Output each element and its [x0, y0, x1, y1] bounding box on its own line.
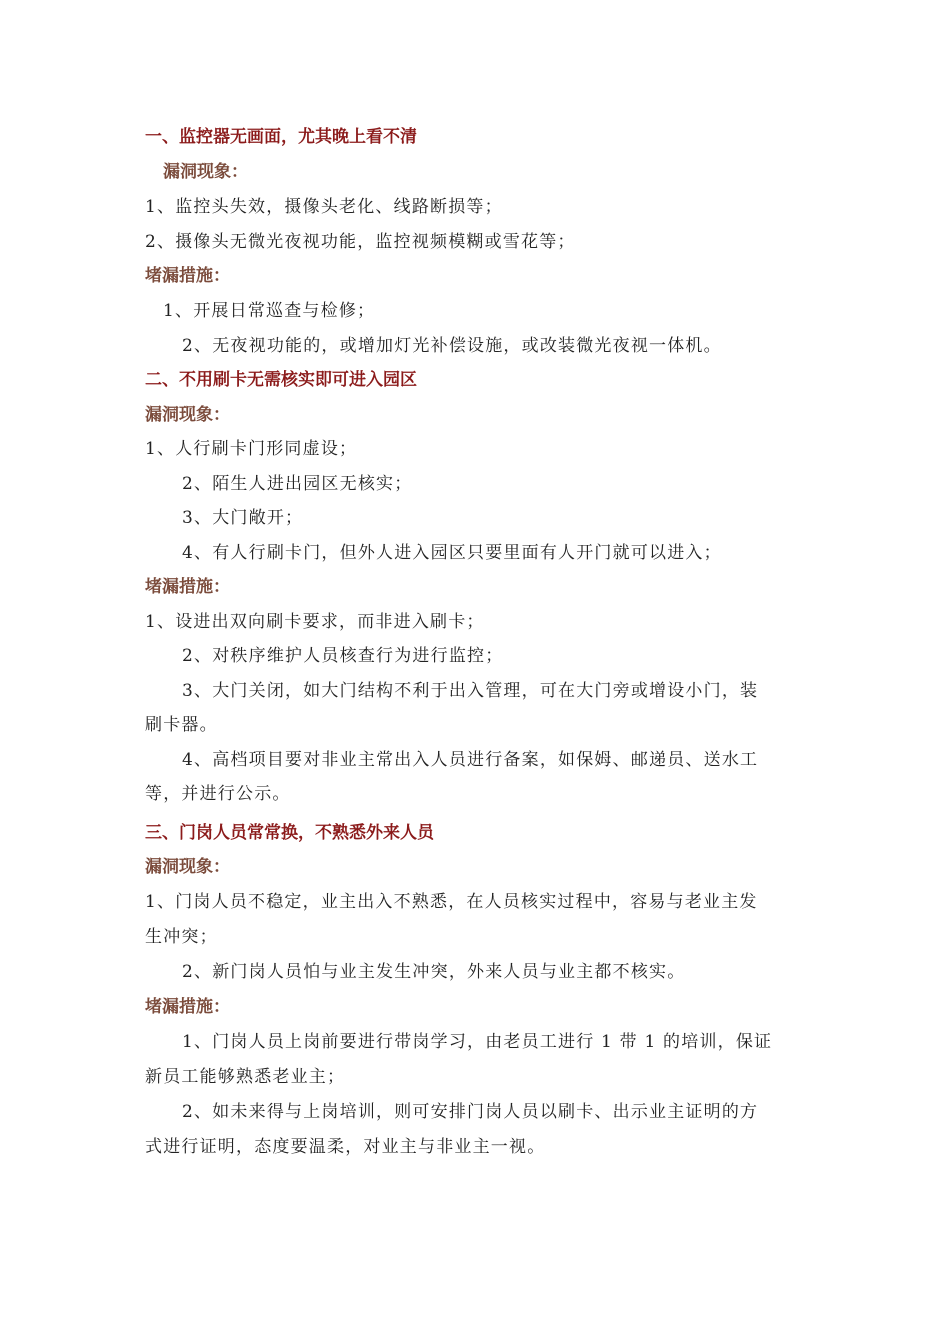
section-3-measures-item-2-cont: 式进行证明，态度要温柔，对业主与非业主一视。: [145, 1137, 546, 1157]
section-2-measures-item-3: 3、大门关闭，如大门结构不利于出入管理，可在大门旁或增设小门，装: [182, 681, 759, 701]
section-1-title: 一、监控器无画面，尤其晚上看不清: [145, 127, 417, 147]
section-2-measures-item-2: 2、对秩序维护人员核查行为进行监控；: [182, 646, 504, 666]
section-2-measures-label: 堵漏措施：: [145, 577, 230, 597]
section-2-phenomenon-item-2: 2、陌生人进出园区无核实；: [182, 474, 413, 494]
section-3-measures-item-1: 1、门岗人员上岗前要进行带岗学习，由老员工进行 1 带 1 的培训，保证: [182, 1032, 773, 1052]
section-3-phenomenon-label: 漏洞现象：: [145, 857, 230, 877]
section-3-phenomenon-item-1: 1、门岗人员不稳定，业主出入不熟悉，在人员核实过程中，容易与老业主发: [145, 892, 758, 912]
section-3-title: 三、门岗人员常常换，不熟悉外来人员: [145, 823, 434, 843]
section-2-measures-item-4: 4、高档项目要对非业主常出入人员进行备案，如保姆、邮递员、送水工: [182, 750, 759, 770]
section-3-measures-item-2: 2、如未来得与上岗培训，则可安排门岗人员以刷卡、出示业主证明的方: [182, 1102, 759, 1122]
section-2-measures-item-3-cont: 刷卡器。: [145, 715, 218, 735]
section-2-phenomenon-item-1: 1、人行刷卡门形同虚设；: [145, 439, 358, 459]
section-1-measures-label: 堵漏措施：: [145, 266, 230, 286]
section-2-phenomenon-label: 漏洞现象：: [145, 405, 230, 425]
section-3-phenomenon-item-2: 2、新门岗人员怕与业主发生冲突，外来人员与业主都不核实。: [182, 962, 686, 982]
section-1-phenomenon-item-2: 2、摄像头无微光夜视功能，监控视频模糊或雪花等；: [145, 232, 576, 252]
section-3-measures-label: 堵漏措施：: [145, 997, 230, 1017]
section-2-measures-item-1: 1、设进出双向刷卡要求，而非进入刷卡；: [145, 612, 485, 632]
section-1-phenomenon-label: 漏洞现象：: [163, 162, 248, 182]
section-2-phenomenon-item-4: 4、有人行刷卡门，但外人进入园区只要里面有人开门就可以进入；: [182, 543, 722, 563]
section-3-measures-item-1-cont: 新员工能够熟悉老业主；: [145, 1067, 346, 1087]
section-2-title: 二、不用刷卡无需核实即可进入园区: [145, 370, 417, 390]
section-2-phenomenon-item-3: 3、大门敞开；: [182, 508, 304, 528]
section-3-phenomenon-item-1-cont: 生冲突；: [145, 927, 218, 947]
section-2-measures-item-4-cont: 等，并进行公示。: [145, 784, 291, 804]
section-1-measures-item-2: 2、无夜视功能的，或增加灯光补偿设施，或改装微光夜视一体机。: [182, 336, 722, 356]
section-1-measures-item-1: 1、开展日常巡查与检修；: [163, 301, 376, 321]
section-1-phenomenon-item-1: 1、监控头失效，摄像头老化、线路断损等；: [145, 197, 503, 217]
